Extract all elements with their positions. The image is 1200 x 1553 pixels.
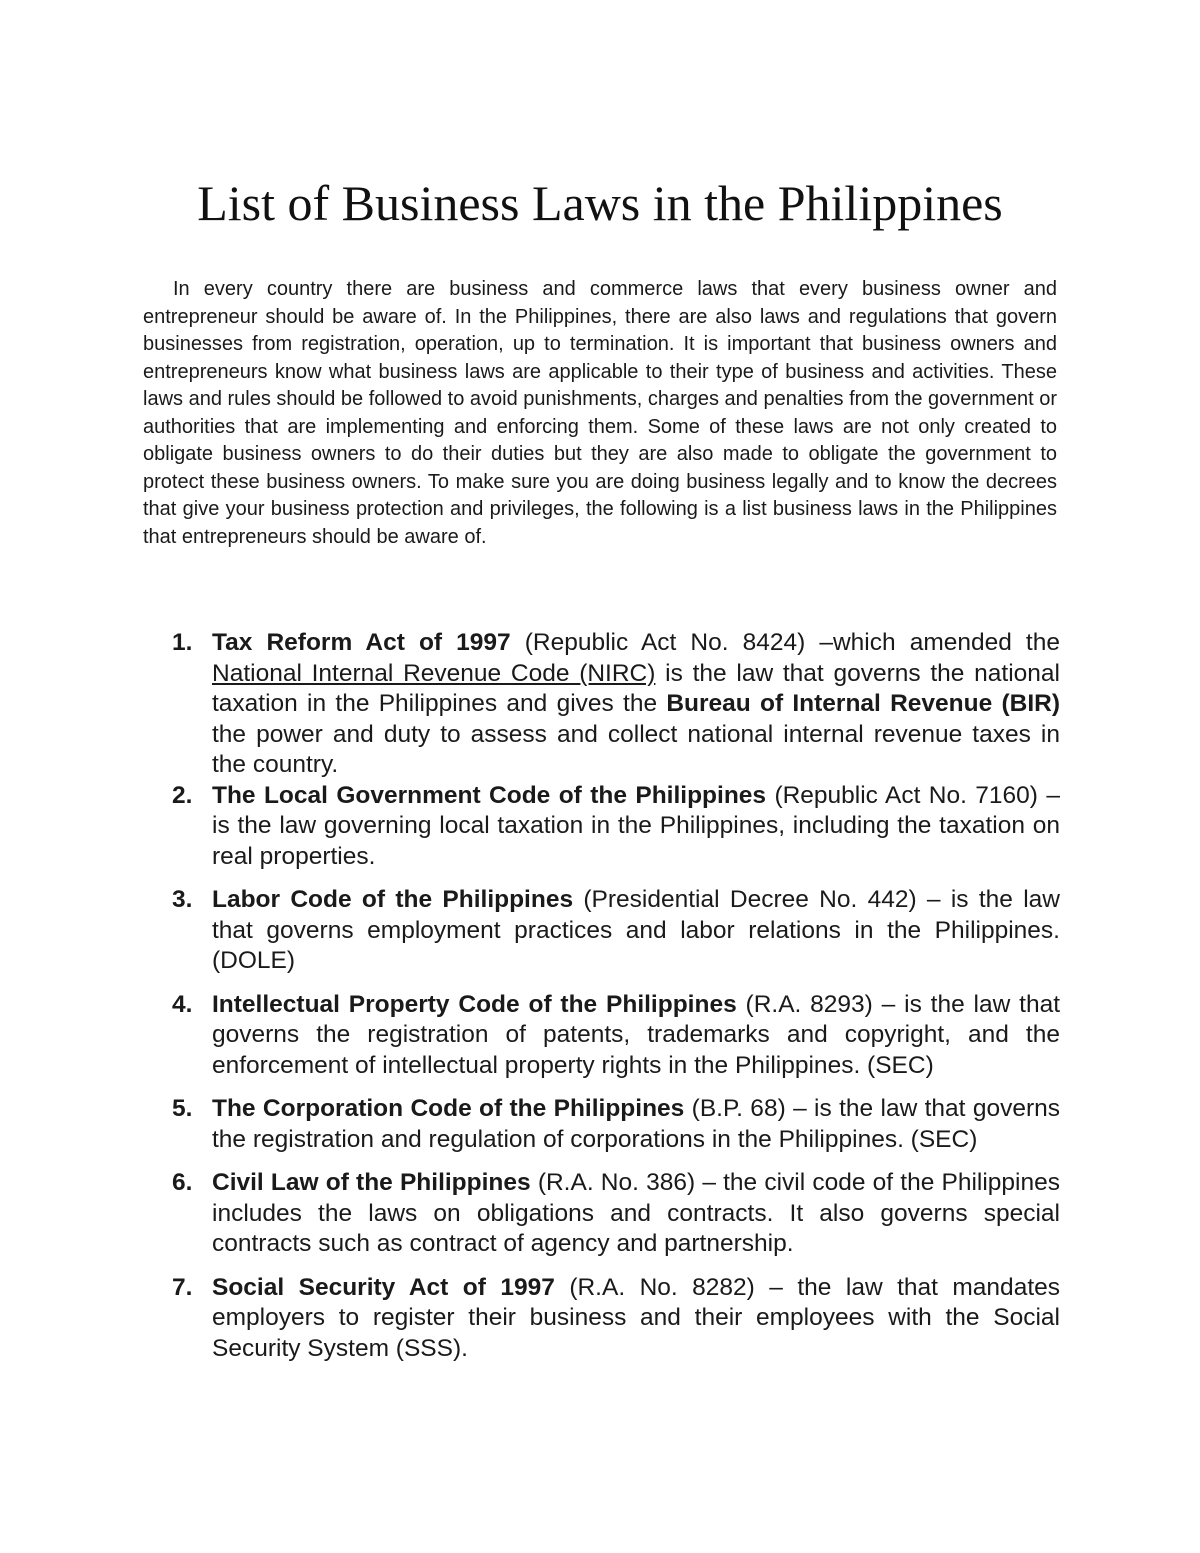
law-item-labor-code: [160, 885, 1060, 977]
list-number: 6.: [172, 1169, 193, 1196]
law-name: Civil Law of the Philippines: [212, 1169, 531, 1196]
law-description: (B.P. 68) – is the law that governs the registration and regulation of corporations in the Philippines. (SEC): [212, 1095, 1060, 1153]
law-name: Labor Code of the Philippines: [212, 886, 574, 913]
law-item-social-security-act: [160, 1273, 1060, 1365]
law-description: (R.A. No. 386) – the civil code of the Philippines includes the laws on obligations and contracts. It also governs special contracts such as contract of agency and partnership.: [212, 1169, 1060, 1257]
intro-paragraph: In every country there are business and commerce laws that every business owner and entrepreneur should be aware of. In the Philippines, there are also laws and regulations that govern businesses from registration, operation, up to termination. It is important that business owners and entrepreneurs know what business laws are applicable to their type of business and activities. These laws and rules should be followed to avoid punishments, charges and penalties from the government or authorities that are implementing and enforcing them. Some of these laws are not only created to obligate business owners to do their duties but they are also made to obligate the government to protect these business owners. To make sure you are doing business legally and to know the decrees that give your business protection and privileges, the following is a list business laws in the Philippines that entrepreneurs should be aware of.: [143, 278, 1057, 548]
list-number: 3.: [172, 886, 193, 913]
law-list: [160, 628, 1060, 1377]
list-number: 2.: [172, 781, 193, 809]
law-item-local-government-code: [160, 781, 1060, 873]
law-name: Tax Reform Act of 1997: [212, 629, 511, 656]
nirc-link[interactable]: National Internal Revenue Code (NIRC): [212, 659, 656, 687]
law-name: The Local Government Code of the Philippines: [212, 781, 767, 809]
list-number: 5.: [172, 1095, 193, 1122]
law-description: (Republic Act No. 7160) – is the law governing local taxation in the Philippines, including the taxation on real properties.: [212, 781, 1060, 870]
list-number: 7.: [172, 1273, 193, 1301]
law-item-corporation-code: [160, 1094, 1060, 1155]
page-title: List of Business Laws in the Philippines: [197, 175, 1003, 231]
law-item-civil-law: [160, 1168, 1060, 1260]
law-description: (Presidential Decree No. 442) – is the law that governs employment practices and labor relations in the Philippines. (DOLE): [212, 886, 1060, 974]
law-item-intellectual-property-code: [160, 990, 1060, 1082]
list-number: 1.: [172, 629, 193, 656]
law-description: (R.A. 8293) – is the law that governs the registration of patents, trademarks and copyright, and the enforcement of intellectual property rights in the Philippines. (SEC): [212, 990, 1060, 1079]
law-item-tax-reform-act: [160, 628, 1060, 781]
law-description: (R.A. No. 8282) – the law that mandates employers to register their business and their employees with the Social Security System (SSS).: [212, 1273, 1060, 1362]
agency-name: Bureau of Internal Revenue (BIR): [666, 690, 1060, 717]
law-description: (Republic Act No. 8424) –which amended the: [510, 629, 1060, 656]
law-name: Social Security Act of 1997: [212, 1273, 555, 1301]
law-name: The Corporation Code of the Philippines: [212, 1095, 685, 1122]
law-name: Intellectual Property Code of the Philippines: [212, 990, 737, 1018]
law-description: the power and duty to assess and collect national internal revenue taxes in the country.: [212, 720, 1060, 778]
law-description: is the law that governs the national taxation in the Philippines and gives the: [212, 659, 1060, 717]
list-number: 4.: [172, 990, 193, 1018]
